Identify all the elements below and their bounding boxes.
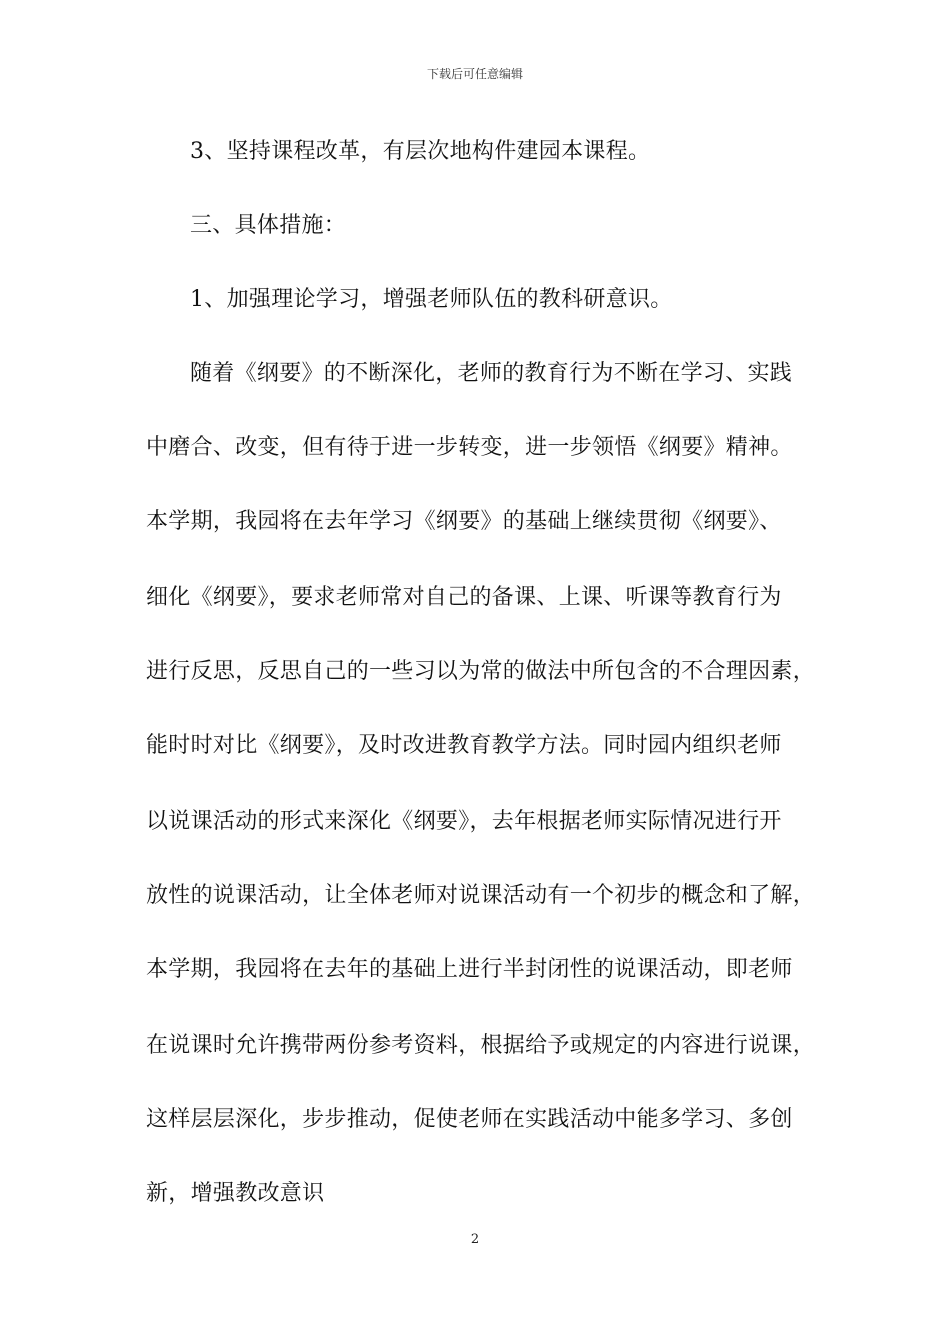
paragraph-line: 这样层层深化，步步推动，促使老师在实践活动中能多学习、多创 [146,1107,793,1132]
paragraph-line: 能时时对比《纲要》，及时改进教育教学方法。同时园内组织老师 [146,733,782,758]
subsection-heading: 1、加强理论学习，增强老师队伍的教科研意识。 [190,287,673,312]
paragraph-line: 以说课活动的形式来深化《纲要》，去年根据老师实际情况进行开 [146,809,782,834]
page-number: 2 [470,1232,480,1247]
paragraph-line: 放性的说课活动，让全体老师对说课活动有一个初步的概念和了解， [146,883,816,908]
paragraph-line: 本学期，我园将在去年学习《纲要》的基础上继续贯彻《纲要》、 [146,509,782,534]
paragraph-line: 在说课时允许携带两份参考资料，根据给予或规定的内容进行说课， [146,1033,816,1058]
paragraph-line: 中磨合、改变，但有待于进一步转变，进一步领悟《纲要》精神。 [146,435,793,460]
paragraph-line: 进行反思，反思自己的一些习以为常的做法中所包含的不合理因素， [146,659,816,684]
paragraph-line: 细化《纲要》，要求老师常对自己的备课、上课、听课等教育行为 [146,585,782,610]
paragraph-line: 随着《纲要》的不断深化，老师的教育行为不断在学习、实践 [190,361,793,386]
section-heading: 三、具体措施： [190,213,347,238]
paragraph-line: 3、坚持课程改革，有层次地构件建园本课程。 [190,139,651,164]
paragraph-line: 新，增强教改意识 [146,1181,325,1206]
page-header: 下载后可任意编辑 [426,67,523,81]
paragraph-line: 本学期，我园将在去年的基础上进行半封闭性的说课活动，即老师 [146,957,793,982]
